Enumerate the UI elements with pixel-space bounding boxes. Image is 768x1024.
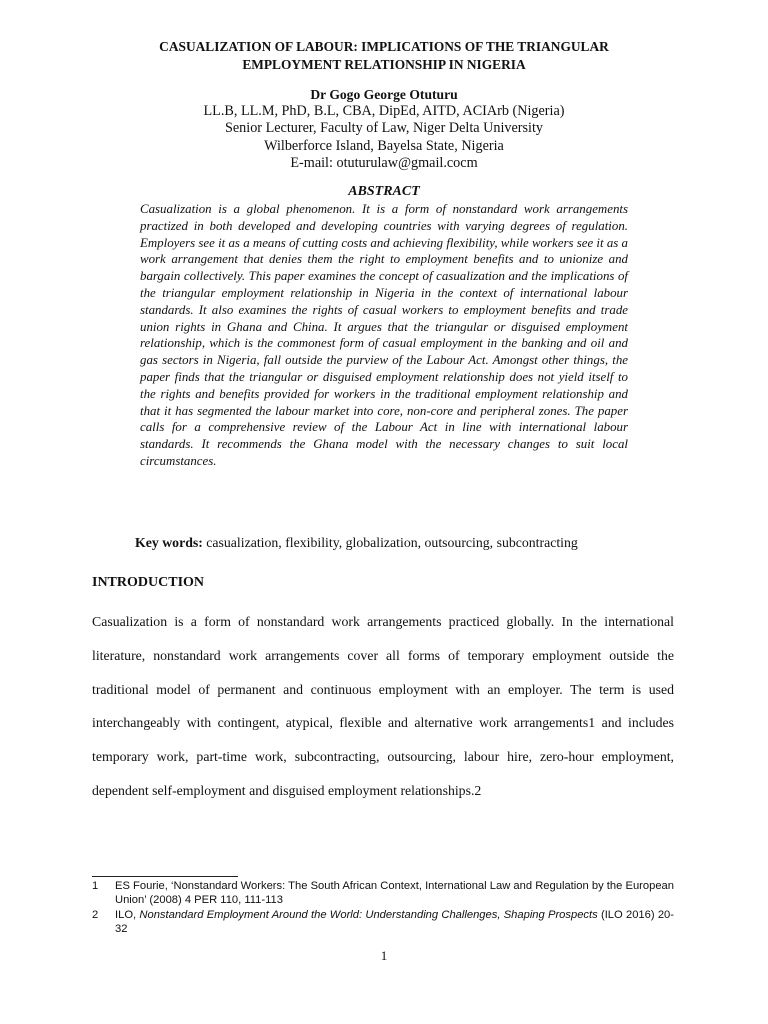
footnote-suffix: (ILO 2016) 20-32: [115, 909, 674, 935]
title-line-1: CASUALIZATION OF LABOUR: IMPLICATIONS OF THE TRIANGULAR: [159, 39, 609, 54]
keywords-line: [135, 535, 695, 551]
footnote-number: 2: [92, 909, 99, 921]
keywords-text: casualization, flexibility, globalization, outsourcing, subcontracting: [206, 535, 578, 550]
author-block: [90, 86, 678, 172]
footnote-text: ES Fourie, ‘Nonstandard Workers: The South African Context, International Law and Regulation by the European Union’ (2008) 4 PER 110, 111-113: [115, 880, 674, 906]
footnote-number: 1: [92, 880, 99, 892]
author-position: Senior Lecturer, Faculty of Law, Niger Delta University: [224, 120, 544, 137]
footnote-prefix: ILO,: [115, 909, 140, 921]
abstract-text: Casualization is a global phenomenon. It is a form of nonstandard work arrangements practized in both developed and developing countries with varying degrees of regulation. Employers see it as a means of cutting costs and achieving flexibility, while workers see it as a work arrangement that denies them the right to employment benefits and to unionize and bargain collectively. This paper examines the concept of casualization and the implications of the triangular employment relationship in Nigeria in the context of international labour standards. It also examines the rights of casual workers to employment benefits and trade union rights in Ghana and China. It argues that the triangular or disguised employment relationship, which is the commonest form of casual employment in the banking and oil and gas sectors in Nigeria, fall outside the purview of the Labour Act. Amongst other things, the paper finds that the triangular or disguised employment relationship does not yield itself to the rights and benefits provided for workers in the traditional employment relationship and that it has segmented the labour market into core, non-core and peripheral zones. The paper calls for a comprehensive review of the Labour Act in line with international labour standards. It recommends the Ghana model with the necessary changes to suit local circumstances.: [140, 202, 628, 468]
title-line-2: EMPLOYMENT RELATIONSHIP IN NIGERIA: [242, 57, 526, 72]
footnote-divider: [92, 876, 238, 877]
author-email: E-mail: otuturulaw@gmail.cocm: [290, 154, 478, 171]
author-name: Dr Gogo George Otuturu: [310, 87, 458, 102]
author-credentials: LL.B, LL.M, PhD, B.L, CBA, DipEd, AITD, ACIArb (Nigeria): [203, 103, 565, 120]
footnote-2: [92, 908, 674, 936]
author-address: Wilberforce Island, Bayelsa State, Nigeria: [264, 137, 504, 154]
page-number: 1: [380, 948, 388, 963]
paper-title: [90, 38, 678, 74]
introduction-text: Casualization is a form of nonstandard work arrangements practiced globally. In the international literature, nonstandard work arrangements cover all forms of temporary employment outside the traditional model of permanent and continuous employment with an employer. The term is used interchangeably with contingent, atypical, flexible and alternative work arrangements1 and includes temporary work, part-time work, subcontracting, outsourcing, labour hire, zero-hour employment, dependent self-employment and disguised employment relationships.2: [92, 614, 674, 798]
footnote-cited-title: Nonstandard Employment Around the World: Understanding Challenges, Shaping Prospects: [139, 909, 598, 921]
introduction-heading: INTRODUCTION: [92, 575, 205, 590]
keywords-label: Key words:: [135, 535, 203, 550]
footnote-1: [92, 879, 674, 907]
abstract-heading: ABSTRACT: [348, 184, 420, 199]
footnote-text: [115, 908, 674, 936]
